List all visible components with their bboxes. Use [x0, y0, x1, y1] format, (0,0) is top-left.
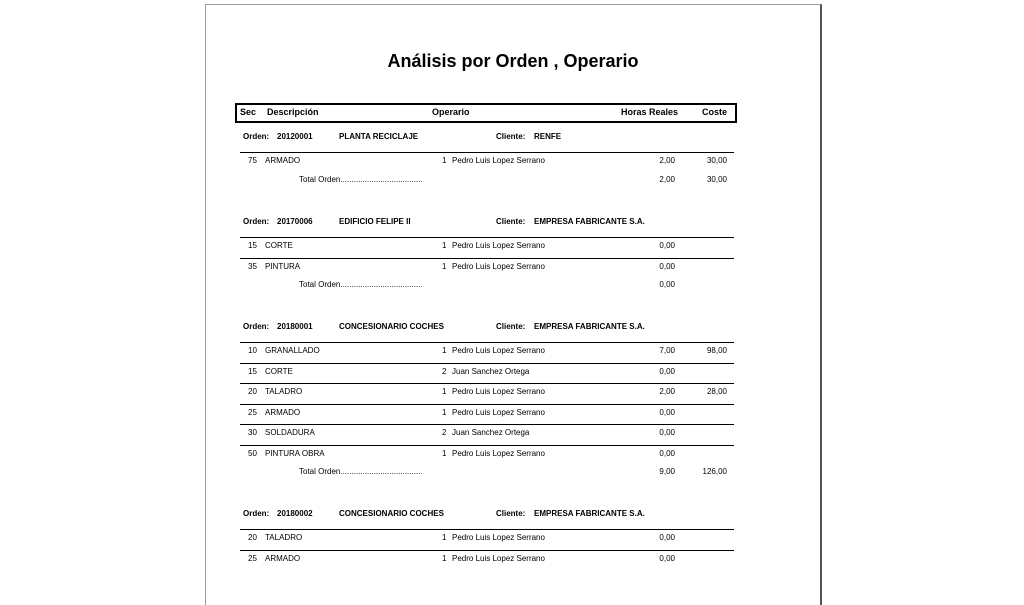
row-operator-number: 1 — [442, 448, 447, 458]
order-header — [206, 509, 820, 523]
row-operator-name: Pedro Luis Lopez Serrano — [452, 156, 545, 165]
row-operator-number: 1 — [442, 553, 447, 563]
row-hours: 0,00 — [659, 533, 675, 542]
row-operator-number: 1 — [442, 346, 447, 355]
row-operator-name: Pedro Luis Lopez Serrano — [452, 448, 545, 458]
row-operator-number: 2 — [442, 428, 447, 437]
row-description: SOLDADURA — [265, 428, 315, 437]
row-operator-name: Pedro Luis Lopez Serrano — [452, 346, 545, 355]
row-operator-number: 1 — [442, 241, 447, 250]
row-description: ARMADO — [265, 407, 301, 417]
row-description: CORTE — [265, 366, 293, 376]
total-label: Total Orden..................................... — [299, 174, 423, 184]
table-row — [206, 241, 820, 255]
table-row — [206, 449, 820, 463]
row-description: ARMADO — [265, 156, 301, 165]
row-separator — [240, 445, 734, 446]
row-operator-name: Pedro Luis Lopez Serrano — [452, 553, 545, 563]
table-row — [206, 367, 820, 381]
client-name: EMPRESA FABRICANTE S.A. — [534, 509, 645, 518]
row-hours: 0,00 — [659, 428, 675, 437]
row-sec: 25 — [248, 553, 257, 563]
row-description: ARMADO — [265, 553, 301, 563]
row-description: PINTURA — [265, 261, 301, 271]
row-operator-name: Pedro Luis Lopez Serrano — [452, 533, 545, 542]
row-operator-name: Juan Sanchez Ortega — [452, 366, 530, 376]
table-row — [206, 387, 820, 401]
table-row — [206, 554, 820, 568]
row-description: TALADRO — [265, 387, 303, 396]
row-operator-number: 1 — [442, 407, 447, 417]
row-hours: 0,00 — [659, 407, 675, 417]
row-hours: 0,00 — [659, 241, 675, 250]
row-separator — [240, 237, 734, 238]
table-row — [206, 428, 820, 442]
client-label: Cliente: — [496, 509, 526, 518]
table-row — [206, 408, 820, 422]
col-horas: Horas Reales — [621, 107, 679, 117]
order-number: 20120001 — [277, 132, 313, 141]
row-separator — [240, 529, 734, 530]
row-sec: 50 — [248, 448, 257, 458]
order-number: 20170006 — [277, 217, 313, 226]
order-label: Orden: — [243, 132, 270, 141]
order-description: EDIFICIO FELIPE II — [339, 217, 411, 226]
row-operator-name: Pedro Luis Lopez Serrano — [452, 241, 545, 250]
row-separator — [240, 383, 734, 384]
row-sec: 10 — [248, 346, 257, 355]
row-operator-number: 1 — [442, 261, 447, 271]
row-sec: 15 — [248, 241, 257, 250]
client-name: RENFE — [534, 132, 562, 141]
row-separator — [240, 404, 734, 405]
row-operator-name: Pedro Luis Lopez Serrano — [452, 261, 545, 271]
row-hours: 7,00 — [659, 346, 675, 355]
order-description: PLANTA RECICLAJE — [339, 132, 419, 141]
row-operator-name: Pedro Luis Lopez Serrano — [452, 387, 545, 396]
row-description: TALADRO — [265, 533, 303, 542]
row-sec: 75 — [248, 156, 257, 165]
col-descripcion: Descripción — [267, 107, 319, 117]
row-operator-name: Juan Sanchez Ortega — [452, 428, 530, 437]
row-description: PINTURA OBRA — [265, 448, 325, 458]
row-separator — [240, 550, 734, 551]
table-row — [206, 533, 820, 547]
row-operator-number: 1 — [442, 387, 447, 396]
client-name: EMPRESA FABRICANTE S.A. — [534, 322, 645, 331]
table-row — [206, 346, 820, 360]
total-label: Total Orden..................................... — [299, 467, 423, 476]
row-cost: 98,00 — [706, 346, 727, 355]
client-name: EMPRESA FABRICANTE S.A. — [534, 217, 645, 226]
row-operator-number: 2 — [442, 366, 447, 376]
row-description: GRANALLADO — [265, 346, 320, 355]
client-label: Cliente: — [496, 322, 526, 331]
order-header — [206, 217, 820, 231]
order-label: Orden: — [243, 322, 270, 331]
row-sec: 30 — [248, 428, 257, 437]
report-title: Análisis por Orden , Operario — [387, 51, 639, 71]
total-cost: 30,00 — [706, 174, 727, 184]
row-separator — [240, 258, 734, 259]
row-hours: 2,00 — [659, 387, 675, 396]
order-total-row — [206, 175, 820, 189]
row-sec: 15 — [248, 366, 257, 376]
order-total-row — [206, 467, 820, 481]
row-separator — [240, 342, 734, 343]
row-hours: 0,00 — [659, 366, 675, 376]
client-label: Cliente: — [496, 217, 526, 226]
total-cost: 126,00 — [702, 467, 727, 476]
row-operator-name: Pedro Luis Lopez Serrano — [452, 407, 545, 417]
order-number: 20180001 — [277, 322, 313, 331]
row-hours: 0,00 — [659, 448, 675, 458]
col-sec: Sec — [240, 107, 257, 117]
order-description: CONCESIONARIO COCHES — [339, 509, 444, 518]
order-label: Orden: — [243, 217, 270, 226]
row-sec: 35 — [248, 261, 257, 271]
client-label: Cliente: — [496, 132, 526, 141]
row-sec: 20 — [248, 533, 257, 542]
report-page — [205, 4, 822, 605]
col-coste: Coste — [702, 107, 728, 117]
total-hours: 2,00 — [659, 174, 675, 184]
table-row — [206, 262, 820, 276]
row-cost: 28,00 — [706, 387, 727, 396]
row-separator — [240, 363, 734, 364]
row-hours: 0,00 — [659, 553, 675, 563]
order-header — [206, 132, 820, 146]
row-separator — [240, 424, 734, 425]
row-sec: 20 — [248, 387, 257, 396]
row-description: CORTE — [265, 241, 293, 250]
total-label: Total Orden..................................... — [299, 280, 423, 289]
row-operator-number: 1 — [442, 533, 447, 542]
order-total-row — [206, 280, 820, 294]
total-hours: 9,00 — [659, 467, 675, 476]
row-hours: 2,00 — [659, 156, 675, 165]
row-hours: 0,00 — [659, 261, 675, 271]
row-operator-number: 1 — [442, 156, 447, 165]
row-separator — [240, 152, 734, 153]
order-header — [206, 322, 820, 336]
col-operario: Operario — [432, 107, 470, 117]
table-row — [206, 156, 820, 170]
order-label: Orden: — [243, 509, 270, 518]
row-cost: 30,00 — [706, 156, 727, 165]
order-number: 20180002 — [277, 509, 313, 518]
row-sec: 25 — [248, 407, 257, 417]
column-header-bar — [235, 103, 737, 123]
total-hours: 0,00 — [659, 280, 675, 289]
order-description: CONCESIONARIO COCHES — [339, 322, 444, 331]
